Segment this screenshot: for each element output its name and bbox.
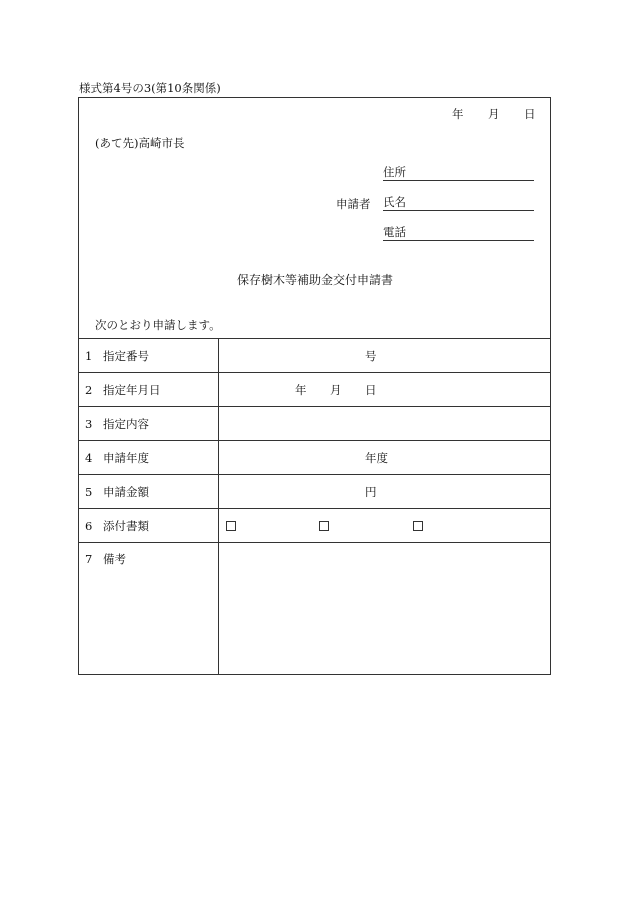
row-label: 申請年度 [103, 450, 149, 465]
attachment-checkbox-3[interactable] [413, 521, 423, 531]
designation-number-input[interactable] [219, 339, 551, 373]
table-row-designation-number [79, 339, 551, 373]
row-label-cell [79, 509, 219, 543]
row-label-cell [79, 441, 219, 475]
date-month-label: 月 [488, 107, 500, 121]
row-label-cell [79, 475, 219, 509]
row-label-cell [79, 407, 219, 441]
phone-field[interactable] [383, 225, 534, 241]
application-year-input[interactable] [219, 441, 551, 475]
row-number: 5 [85, 484, 93, 499]
row-label: 指定年月日 [103, 382, 161, 397]
row-label-cell [79, 543, 219, 675]
table-row-remarks [79, 543, 551, 675]
row-label: 指定内容 [103, 416, 149, 431]
unit-label: 年度 [365, 450, 388, 465]
row-number: 4 [85, 450, 93, 465]
address-field[interactable] [383, 165, 534, 181]
table-row-designation-date [79, 373, 551, 407]
row-label: 添付書類 [103, 518, 149, 533]
row-number: 2 [85, 382, 93, 397]
row-number: 3 [85, 416, 93, 431]
intro-text: 次のとおり申請します。 [95, 318, 221, 332]
row-label: 指定番号 [103, 348, 149, 363]
name-label: 氏名 [383, 195, 406, 209]
row-label-cell [79, 373, 219, 407]
table-row-application-year [79, 441, 551, 475]
remarks-input[interactable] [219, 543, 551, 675]
application-table [78, 338, 551, 675]
attachment-checkbox-2[interactable] [319, 521, 329, 531]
form-number: 様式第4号の3(第10条関係) [79, 81, 221, 95]
month-label: 月 [330, 382, 342, 397]
row-label: 備考 [103, 552, 126, 566]
row-label-cell [79, 339, 219, 373]
day-label: 日 [365, 382, 377, 397]
name-field[interactable] [383, 195, 534, 211]
date-year-label: 年 [452, 107, 464, 121]
year-label: 年 [295, 382, 307, 397]
application-amount-input[interactable] [219, 475, 551, 509]
document-title: 保存樹木等補助金交付申請書 [236, 273, 393, 287]
row-number: 6 [85, 518, 93, 533]
unit-label: 号 [365, 348, 377, 363]
attachments-cell [219, 509, 551, 543]
addressee: (あて先)高崎市長 [95, 136, 185, 150]
applicant-label: 申請者 [336, 197, 371, 211]
phone-label: 電話 [383, 225, 406, 239]
unit-label: 円 [365, 484, 377, 499]
application-header-box [78, 97, 551, 338]
row-label: 申請金額 [103, 484, 149, 499]
table-row-attachments [79, 509, 551, 543]
row-number: 7 [85, 552, 93, 566]
date-day-label: 日 [524, 107, 536, 121]
address-label: 住所 [383, 165, 406, 179]
designation-date-input[interactable] [219, 373, 551, 407]
table-row-application-amount [79, 475, 551, 509]
attachment-checkbox-1[interactable] [226, 521, 236, 531]
row-number: 1 [85, 348, 93, 363]
table-row-designation-content [79, 407, 551, 441]
designation-content-input[interactable] [219, 407, 551, 441]
